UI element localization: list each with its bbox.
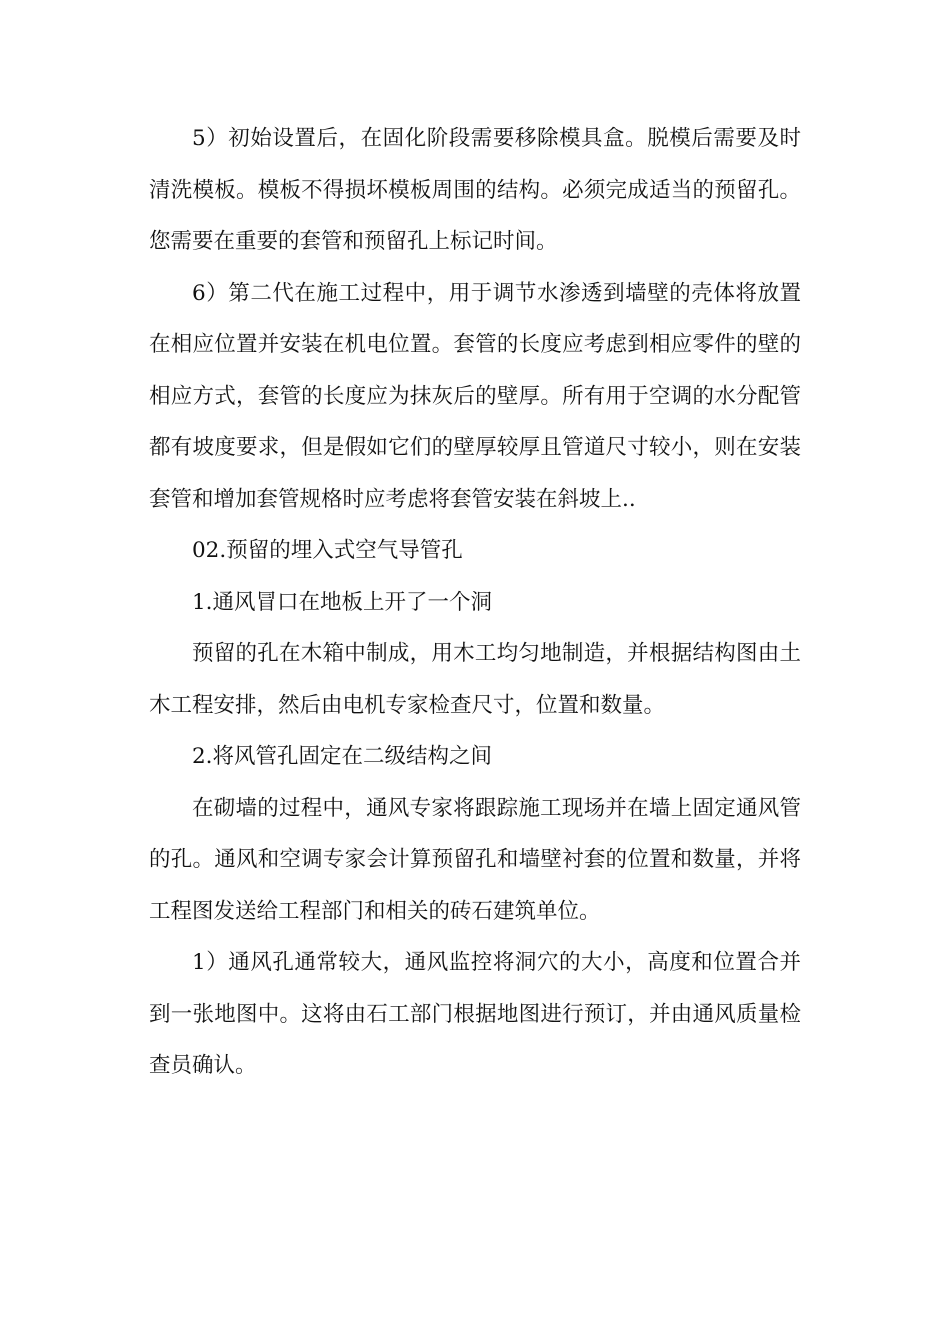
paragraph-step-5: 5）初始设置后，在固化阶段需要移除模具盒。脱模后需要及时清洗模板。模板不得损坏模板周围的结构。必须完成适当的预留孔。您需要在重要的套管和预留孔上标记时间。 xyxy=(149,126,801,254)
subheading-1: 1.通风冒口在地板上开了一个洞 xyxy=(192,589,493,615)
paragraph-masonry: 在砌墙的过程中，通风专家将跟踪施工现场并在墙上固定通风管的孔。通风和空调专家会计算预留孔和墙壁衬套的位置和数量，并将工程图发送给工程部门和相关的砖石建筑单位。 xyxy=(149,795,801,924)
document-body xyxy=(149,113,801,1092)
paragraph-step-6: 6）第二代在施工过程中，用于调节水渗透到墙壁的壳体将放置在相应位置并安装在机电位置。套管的长度应考虑到相应零件的壁的相应方式，套管的长度应为抹灰后的壁厚。所有用于空调的水分配管都有坡度要求，但是假如它们的壁厚较厚且管道尺寸较小，则在安装套管和增加套管规格时应考虑将套管安装在斜坡上.. xyxy=(149,280,801,512)
paragraph-reserved-holes: 预留的孔在木箱中制成，用木工均匀地制造，并根据结构图由土木工程安排，然后由电机专家检查尺寸，位置和数量。 xyxy=(149,641,801,718)
section-heading-02: 02.预留的埋入式空气导管孔 xyxy=(192,538,463,563)
paragraph-ventilation-holes: 1）通风孔通常较大，通风监控将洞穴的大小，高度和位置合并到一张地图中。这将由石工部门根据地图进行预订，并由通风质量检查员确认。 xyxy=(149,950,801,1078)
subheading-2: 2.将风管孔固定在二级结构之间 xyxy=(192,744,493,769)
